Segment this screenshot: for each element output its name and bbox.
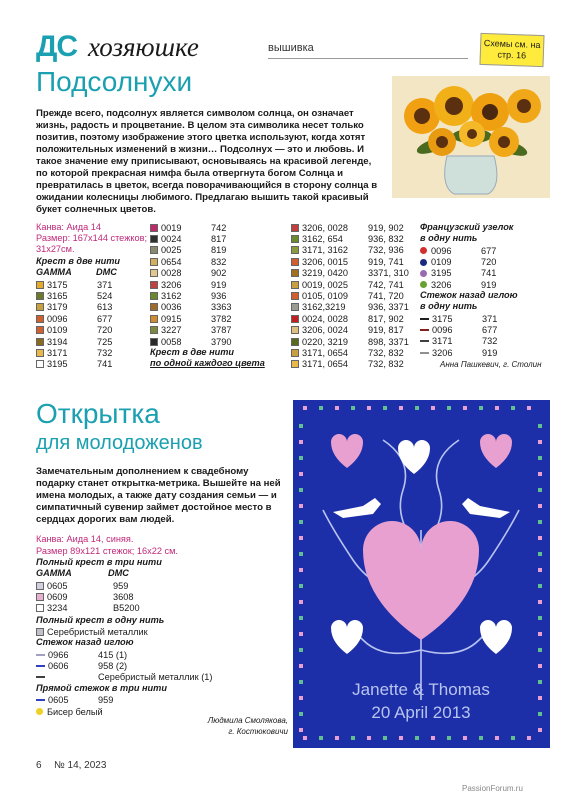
dmc-code: 732, 832 bbox=[368, 347, 404, 358]
color-swatch bbox=[420, 318, 429, 320]
gamma-code: 3234 bbox=[47, 603, 68, 614]
dmc-code: 741 bbox=[97, 359, 113, 370]
color-swatch bbox=[291, 224, 299, 232]
gamma-code: 3162 bbox=[161, 291, 182, 302]
backstitch-list bbox=[420, 313, 550, 359]
gamma-code: 3171, 0654 bbox=[302, 347, 348, 358]
color-swatch bbox=[36, 292, 44, 300]
card-date-text: 20 April 2013 bbox=[371, 703, 471, 722]
dmc-code: 677 bbox=[481, 245, 497, 256]
gamma-code: 3165 bbox=[47, 291, 68, 302]
backstitch-subheading: в одну нить bbox=[420, 301, 478, 311]
gamma-code: 3171 bbox=[432, 336, 453, 347]
key-row bbox=[150, 313, 280, 324]
col2-footnote-1: Крест в две нити bbox=[150, 347, 235, 357]
color-swatch bbox=[150, 258, 158, 266]
card-full3-heading: Полный крест в три нити bbox=[36, 557, 162, 567]
key-row bbox=[291, 233, 421, 244]
key-row bbox=[150, 256, 280, 267]
key-row bbox=[291, 336, 421, 347]
dmc-code: 919, 817 bbox=[368, 325, 404, 336]
gamma-code: 0019 bbox=[161, 222, 182, 233]
dmc-code: 677 bbox=[97, 313, 113, 324]
color-swatch bbox=[420, 270, 427, 277]
gamma-code: 3171, 3162 bbox=[302, 245, 348, 256]
color-swatch bbox=[150, 246, 158, 254]
key-row bbox=[291, 359, 421, 370]
key-row bbox=[150, 279, 280, 290]
issue-number: № 14, 2023 bbox=[54, 760, 107, 771]
dmc-code: 3782 bbox=[211, 313, 232, 324]
dmc-code: 371 bbox=[482, 313, 498, 324]
key-row bbox=[420, 279, 550, 290]
gamma-code: 0109 bbox=[431, 257, 452, 268]
sunflowers-size: Размер: 167х144 стежков; 31х27см. bbox=[36, 233, 148, 255]
key-row bbox=[36, 672, 236, 683]
gamma-code: 0966 bbox=[48, 649, 69, 660]
sunflowers-canvas: Канва: Аида 14 bbox=[36, 222, 102, 232]
gamma-code: 0028 bbox=[161, 268, 182, 279]
dmc-code: 741, 720 bbox=[368, 291, 404, 302]
color-swatch bbox=[150, 292, 158, 300]
color-swatch bbox=[150, 303, 158, 311]
color-swatch bbox=[291, 269, 299, 277]
sunflowers-author: Анна Пашкевич, г. Столин bbox=[440, 360, 542, 369]
magazine-logo-ds: ДС bbox=[36, 30, 78, 63]
gamma-code: 3175 bbox=[432, 313, 453, 324]
dmc-code: 725 bbox=[97, 336, 113, 347]
dmc-code: 371 bbox=[97, 279, 113, 290]
gamma-code: 3195 bbox=[431, 268, 452, 279]
card-title: Открытка bbox=[36, 398, 160, 429]
dmc-code: 817, 902 bbox=[368, 313, 404, 324]
dmc-code: 613 bbox=[97, 302, 113, 313]
color-swatch bbox=[36, 349, 44, 357]
color-swatch bbox=[420, 340, 429, 342]
card-author-city: г. Костюковичи bbox=[228, 727, 288, 736]
color-swatch bbox=[36, 676, 45, 678]
key-row bbox=[291, 347, 421, 358]
key-row bbox=[36, 279, 146, 290]
dmc-code: 919, 741 bbox=[368, 256, 404, 267]
sunflowers-title: Подсолнухи bbox=[36, 66, 193, 97]
dmc-code: 720 bbox=[481, 257, 497, 268]
gamma-code: 3171, 0654 bbox=[302, 359, 348, 370]
card-full1-item: Серебристый металлик bbox=[36, 626, 148, 637]
key-row bbox=[291, 268, 421, 279]
sunflowers-key-col1 bbox=[36, 279, 146, 370]
card-dmc-header: DMC bbox=[108, 568, 129, 578]
gamma-code: 0605 bbox=[48, 694, 69, 705]
card-gamma-header: GAMMA bbox=[36, 568, 72, 578]
dmc-code: 3790 bbox=[211, 336, 232, 347]
magazine-logo-word: хозяюшке bbox=[88, 32, 199, 62]
dmc-code: 919 bbox=[482, 347, 498, 358]
gamma-code: 0019, 0025 bbox=[302, 279, 348, 290]
gamma-code: 3175 bbox=[47, 279, 68, 290]
color-swatch bbox=[291, 258, 299, 266]
key-row bbox=[36, 694, 236, 705]
dmc-code: 677 bbox=[482, 325, 498, 336]
key-row bbox=[36, 580, 236, 591]
color-swatch bbox=[291, 303, 299, 311]
sunflowers-intro: Прежде всего, подсолнух является символом солнца, он означает жизнь, радость и процветание. В целом эта символика несет только позитив, поэтому изображение этого цветка используют, когда хотят положительных изменений в жизни… Подсолнух — это и любовь. И такое значение ему приписывают, основываясь на красивой легенде, по которой прекрасная нимфа была отвергнута богом Солнца и превратилась в цветок, всегда поворачивающийся в сторону солнца в ожидании колесницы любимого. Предлагаю вышить такой красивый букет солнечных цветов. bbox=[36, 108, 378, 215]
french-knot-list bbox=[420, 245, 550, 291]
color-swatch bbox=[36, 582, 44, 590]
color-swatch bbox=[36, 665, 45, 667]
gamma-code: 3162, 654 bbox=[302, 234, 343, 245]
key-row bbox=[150, 336, 280, 347]
gamma-code: 0605 bbox=[47, 580, 68, 591]
dmc-code: 3371, 310 bbox=[368, 268, 409, 279]
dmc-code: 819 bbox=[211, 245, 227, 256]
gamma-code: 3206 bbox=[431, 279, 452, 290]
page-number: 6 bbox=[36, 760, 42, 771]
dmc-code: 720 bbox=[97, 325, 113, 336]
key-row bbox=[150, 245, 280, 256]
key-row bbox=[420, 324, 550, 335]
gamma-code: 0109 bbox=[47, 325, 68, 336]
gamma-code: 0105, 0109 bbox=[302, 291, 348, 302]
gamma-code: 3171 bbox=[47, 348, 68, 359]
color-swatch bbox=[36, 604, 44, 612]
french-knot-heading: Французский узелок bbox=[420, 222, 514, 232]
color-swatch bbox=[150, 315, 158, 323]
wedding-card-image bbox=[293, 400, 550, 748]
color-swatch bbox=[36, 338, 44, 346]
color-swatch bbox=[150, 326, 158, 334]
key-row bbox=[150, 233, 280, 244]
color-swatch bbox=[291, 246, 299, 254]
color-swatch bbox=[150, 235, 158, 243]
key-row bbox=[420, 256, 550, 267]
dmc-header: DMC bbox=[96, 267, 117, 277]
french-knot-subheading: в одну нить bbox=[420, 233, 478, 243]
color-swatch bbox=[420, 352, 429, 354]
gamma-code: 0220, 3219 bbox=[302, 336, 348, 347]
color-swatch bbox=[420, 259, 427, 266]
gamma-code: 3206 bbox=[161, 279, 182, 290]
color-swatch bbox=[420, 329, 429, 331]
color-swatch bbox=[36, 699, 45, 701]
key-row bbox=[150, 290, 280, 301]
dmc-code: 732, 832 bbox=[368, 359, 404, 370]
gamma-code: 0096 bbox=[431, 245, 452, 256]
color-swatch bbox=[36, 281, 44, 289]
dmc-code: 936 bbox=[211, 291, 227, 302]
key-row bbox=[36, 313, 146, 324]
gamma-code: 3179 bbox=[47, 302, 68, 313]
sunflower-photo bbox=[392, 76, 550, 198]
dmc-code: 742, 741 bbox=[368, 279, 404, 290]
gamma-code: 3227 bbox=[161, 325, 182, 336]
color-swatch bbox=[36, 593, 44, 601]
color-swatch bbox=[420, 281, 427, 288]
header-divider bbox=[268, 58, 468, 59]
color-swatch bbox=[291, 281, 299, 289]
key-row bbox=[291, 256, 421, 267]
gamma-code: 3206, 0015 bbox=[302, 256, 348, 267]
key-row bbox=[291, 245, 421, 256]
color-swatch bbox=[291, 360, 299, 368]
dmc-code: 817 bbox=[211, 234, 227, 245]
card-bead-item: Бисер белый bbox=[36, 706, 103, 717]
color-swatch bbox=[36, 654, 45, 656]
gamma-code: 0606 bbox=[48, 661, 69, 672]
color-swatch bbox=[36, 315, 44, 323]
gamma-code: 0058 bbox=[161, 336, 182, 347]
card-canvas: Канва: Аида 14, синяя. bbox=[36, 534, 134, 544]
key-row bbox=[36, 649, 236, 660]
gamma-code: 0096 bbox=[47, 313, 68, 324]
backstitch-heading: Стежок назад иглою bbox=[420, 290, 518, 300]
dmc-code: 3787 bbox=[211, 325, 232, 336]
card-subtitle: для молодоженов bbox=[36, 432, 203, 454]
key-row bbox=[36, 302, 146, 313]
gamma-code: 0654 bbox=[161, 256, 182, 267]
card-back-list bbox=[36, 649, 236, 683]
gamma-code: 0096 bbox=[432, 325, 453, 336]
key-row bbox=[150, 268, 280, 279]
color-swatch bbox=[420, 247, 427, 254]
dmc-code: 936, 3371 bbox=[368, 302, 409, 313]
gamma-code: 0036 bbox=[161, 302, 182, 313]
key-row bbox=[420, 268, 550, 279]
dmc-code: 742 bbox=[211, 222, 227, 233]
color-swatch bbox=[291, 326, 299, 334]
color-swatch bbox=[36, 303, 44, 311]
key-row bbox=[36, 660, 236, 671]
card-full3-list bbox=[36, 580, 236, 614]
key-row bbox=[36, 347, 146, 358]
dmc-code: 898, 3371 bbox=[368, 336, 409, 347]
key-row bbox=[36, 290, 146, 301]
key-row bbox=[36, 336, 146, 347]
gamma-code: 3194 bbox=[47, 336, 68, 347]
card-back-heading: Стежок назад иглою bbox=[36, 637, 134, 647]
color-swatch bbox=[150, 269, 158, 277]
gamma-header: GAMMA bbox=[36, 267, 72, 277]
card-straight-heading: Прямой стежок в три нити bbox=[36, 683, 167, 693]
gamma-code: 0025 bbox=[161, 245, 182, 256]
dmc-code: 959 bbox=[113, 580, 129, 591]
key-row bbox=[150, 302, 280, 313]
dmc-code: 732, 936 bbox=[368, 245, 404, 256]
dmc-code: 3608 bbox=[113, 592, 134, 603]
sunflowers-cross-heading: Крест в две нити bbox=[36, 256, 121, 266]
card-intro: Замечательным дополнением к свадебному подарку станет открытка-метрика. Вышейте на ней имена молодых, а также дату создания семьи — и симпатичный сувенир займет достойное место в сердцах дорогих вам людей. bbox=[36, 466, 281, 525]
gamma-code: 3206, 0028 bbox=[302, 222, 348, 233]
color-swatch bbox=[150, 338, 158, 346]
gamma-code: 0609 bbox=[47, 592, 68, 603]
dmc-code: 959 bbox=[98, 694, 114, 705]
dmc-code: 3363 bbox=[211, 302, 232, 313]
key-row bbox=[36, 359, 146, 370]
key-row bbox=[291, 313, 421, 324]
gamma-code: 3206 bbox=[432, 347, 453, 358]
section-label: вышивка bbox=[268, 42, 314, 54]
color-swatch bbox=[36, 360, 44, 368]
card-names-text: Janette & Thomas bbox=[352, 680, 490, 699]
dmc-code: 919 bbox=[481, 279, 497, 290]
dmc-code: 902 bbox=[211, 268, 227, 279]
key-row bbox=[291, 279, 421, 290]
key-row bbox=[36, 603, 236, 614]
dmc-code: 732 bbox=[97, 348, 113, 359]
key-row bbox=[420, 313, 550, 324]
key-row bbox=[291, 290, 421, 301]
key-row bbox=[420, 336, 550, 347]
key-row bbox=[420, 347, 550, 358]
dmc-code: 936, 832 bbox=[368, 234, 404, 245]
color-swatch bbox=[36, 326, 44, 334]
gamma-code: 3195 bbox=[47, 359, 68, 370]
key-row bbox=[291, 325, 421, 336]
gamma-code: 0024, 0028 bbox=[302, 313, 348, 324]
gamma-code: 3219, 0420 bbox=[302, 268, 348, 279]
dmc-code: 741 bbox=[481, 268, 497, 279]
dmc-code: 919 bbox=[211, 279, 227, 290]
card-size: Размер 89х121 стежок; 16х22 см. bbox=[36, 546, 178, 556]
key-row bbox=[150, 222, 280, 233]
color-swatch bbox=[291, 338, 299, 346]
gamma-code: 0915 bbox=[161, 313, 182, 324]
gamma-code: 0024 bbox=[161, 234, 182, 245]
gamma-code: 3206, 0024 bbox=[302, 325, 348, 336]
key-row bbox=[150, 325, 280, 336]
key-row bbox=[291, 302, 421, 313]
key-row bbox=[36, 591, 236, 602]
dmc-code: 415 (1) bbox=[98, 649, 128, 660]
key-row bbox=[291, 222, 421, 233]
dmc-code: B5200 bbox=[113, 603, 140, 614]
sunflowers-key-col2 bbox=[150, 222, 280, 347]
key-row bbox=[36, 325, 146, 336]
dmc-code: 732 bbox=[482, 336, 498, 347]
dmc-code: Серебристый металлик (1) bbox=[98, 672, 213, 683]
dmc-code: 832 bbox=[211, 256, 227, 267]
site-watermark: PassionForum.ru bbox=[462, 784, 523, 793]
color-swatch bbox=[291, 315, 299, 323]
card-straight-list bbox=[36, 694, 236, 705]
schemes-badge: Схемы см. на стр. 16 bbox=[479, 33, 544, 67]
col2-footnote-2: по одной каждого цвета bbox=[150, 358, 265, 368]
gamma-code: 3162,3219 bbox=[302, 302, 346, 313]
color-swatch bbox=[291, 235, 299, 243]
dmc-code: 919, 902 bbox=[368, 222, 404, 233]
sunflowers-key-col3 bbox=[291, 222, 421, 370]
color-swatch bbox=[291, 349, 299, 357]
card-full1-heading: Полный крест в одну нить bbox=[36, 615, 165, 625]
dmc-code: 524 bbox=[97, 291, 113, 302]
color-swatch bbox=[150, 281, 158, 289]
color-swatch bbox=[291, 292, 299, 300]
card-author-name: Людмила Смолякова, bbox=[207, 716, 288, 725]
key-row bbox=[420, 245, 550, 256]
dmc-code: 958 (2) bbox=[98, 661, 128, 672]
color-swatch bbox=[150, 224, 158, 232]
